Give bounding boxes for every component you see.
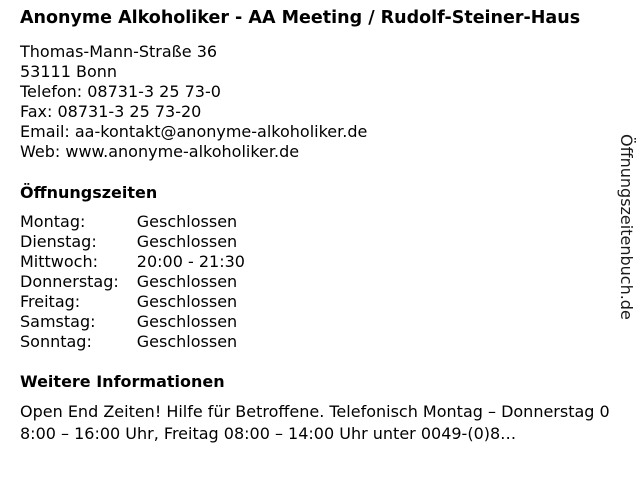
table-row bbox=[20, 312, 245, 332]
table-row bbox=[20, 292, 245, 312]
weekday-hours: Geschlossen bbox=[136, 332, 238, 351]
weekday-hours: Geschlossen bbox=[136, 212, 238, 231]
table-row bbox=[20, 332, 245, 352]
contact-block bbox=[20, 42, 620, 162]
weekday-hours: Geschlossen bbox=[136, 312, 238, 331]
weekday-hours: 20:00 - 21:30 bbox=[136, 252, 245, 271]
table-row bbox=[20, 212, 245, 232]
weekday-label: Dienstag: bbox=[20, 232, 97, 251]
weekday-hours: Geschlossen bbox=[136, 272, 238, 291]
weekday-label: Samstag: bbox=[20, 312, 96, 331]
weekday-label: Montag: bbox=[20, 212, 86, 231]
weekday-hours: Geschlossen bbox=[136, 292, 238, 311]
address-street: Thomas-Mann-Straße 36 bbox=[20, 42, 218, 61]
website-address: Web: www.anonyme-alkoholiker.de bbox=[20, 142, 300, 161]
hours-heading: Öffnungszeiten bbox=[20, 183, 158, 202]
weekday-label: Freitag: bbox=[20, 292, 81, 311]
opening-hours-table bbox=[20, 212, 245, 352]
info-text: Open End Zeiten! Hilfe für Betroffene. Telefonisch Montag – Donnerstag 08:00 – 16:00 Uhr, Freitag 08:00 – 14:00 Uhr unter 0049-(0)8… bbox=[20, 402, 610, 443]
weekday-label: Sonntag: bbox=[20, 332, 92, 351]
business-listing bbox=[20, 8, 620, 445]
table-row bbox=[20, 232, 245, 252]
table-row bbox=[20, 252, 245, 272]
watermark-label: Öffnungszeitenbuch.de bbox=[617, 134, 636, 320]
address-city: 53111 Bonn bbox=[20, 62, 118, 81]
page-title: Anonyme Alkoholiker - AA Meeting / Rudolf-Steiner-Haus bbox=[20, 8, 581, 28]
weekday-label: Donnerstag: bbox=[20, 272, 119, 291]
table-row bbox=[20, 272, 245, 292]
fax-number: Fax: 08731-3 25 73-20 bbox=[20, 102, 202, 121]
phone-number: Telefon: 08731-3 25 73-0 bbox=[20, 82, 221, 101]
weekday-label: Mittwoch: bbox=[20, 252, 98, 271]
info-heading: Weitere Informationen bbox=[20, 372, 225, 391]
email-address: Email: aa-kontakt@anonyme-alkoholiker.de bbox=[20, 122, 368, 141]
weekday-hours: Geschlossen bbox=[136, 232, 238, 251]
